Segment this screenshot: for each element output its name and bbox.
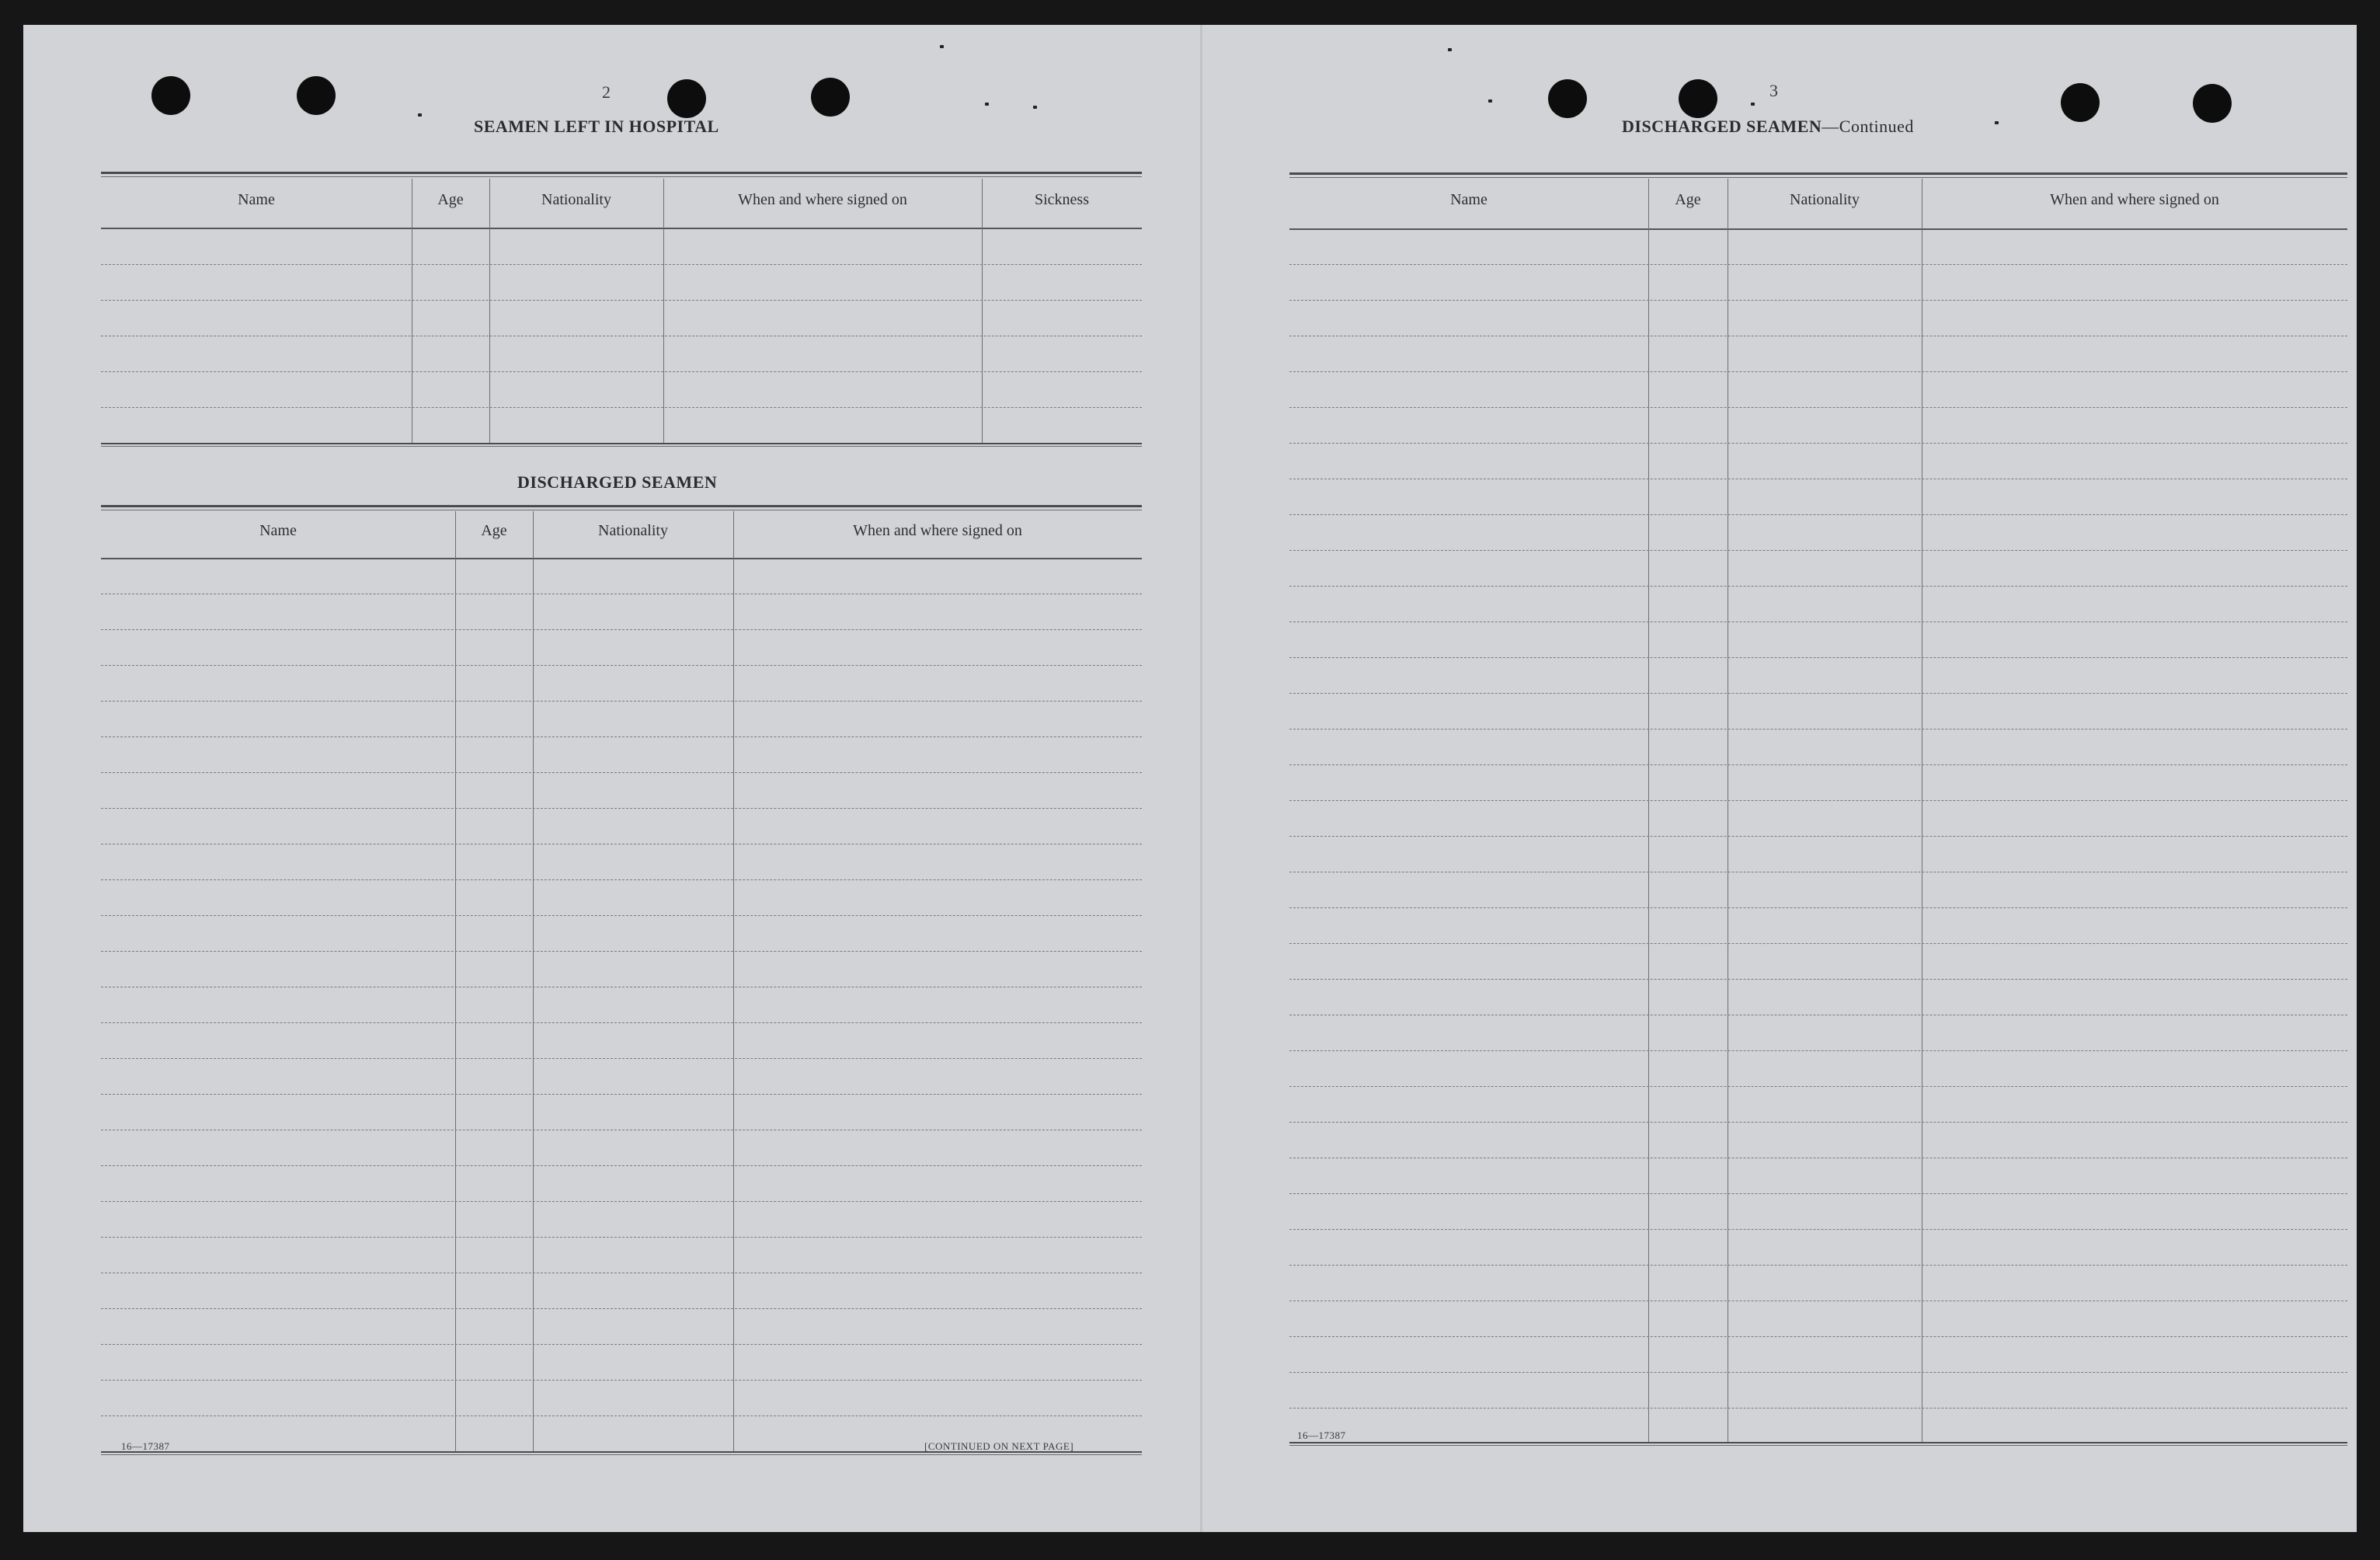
- title-main: DISCHARGED SEAMEN: [1622, 117, 1822, 136]
- column-header-name: Name: [238, 191, 275, 208]
- document-spread: [23, 25, 2357, 1532]
- entry-row-line: [1289, 693, 2347, 694]
- column-header-age: Age: [1675, 191, 1701, 208]
- entry-row-line: [101, 371, 1142, 372]
- punch-hole: [1548, 79, 1587, 118]
- entry-row-line: [1289, 586, 2347, 587]
- header-underline: [101, 228, 1142, 229]
- entry-row-line: [1289, 1122, 2347, 1123]
- entry-row-line: [1289, 371, 2347, 372]
- form-code: 16—17387: [1297, 1429, 1346, 1441]
- punch-hole: [151, 76, 190, 115]
- entry-row-line: [1289, 657, 2347, 658]
- entry-row-line: [101, 1165, 1142, 1166]
- column-header-nationality: Nationality: [598, 522, 668, 539]
- entry-row-line: [1289, 1336, 2347, 1337]
- entry-row-line: [1289, 1050, 2347, 1051]
- entry-row-line: [101, 736, 1142, 737]
- column-divider: [1648, 179, 1649, 1443]
- page-number: 2: [602, 82, 611, 102]
- section-title-discharged: DISCHARGED SEAMEN: [517, 472, 718, 492]
- entry-row-line: [1289, 943, 2347, 944]
- section-title-discharged-continued: [1622, 117, 1914, 137]
- entry-row-line: [101, 915, 1142, 916]
- entry-row-line: [101, 1201, 1142, 1202]
- form-code: 16—17387: [121, 1440, 170, 1452]
- entry-row-line: [101, 1415, 1142, 1416]
- table-bottom-rule: [101, 443, 1142, 447]
- entry-row-line: [1289, 764, 2347, 765]
- column-header-name: Name: [1450, 191, 1488, 208]
- discharged-table: [101, 499, 1142, 1462]
- entry-row-line: [101, 879, 1142, 880]
- entry-row-line: [1289, 907, 2347, 908]
- entry-row-line: [1289, 729, 2347, 730]
- column-divider: [489, 179, 490, 444]
- entry-row-line: [1289, 979, 2347, 980]
- section-title-hospital: SEAMEN LEFT IN HOSPITAL: [474, 117, 719, 136]
- table-top-rule: [101, 505, 1142, 510]
- entry-row-line: [101, 1237, 1142, 1238]
- entry-row-line: [101, 665, 1142, 666]
- entry-row-line: [101, 300, 1142, 301]
- entry-row-line: [101, 808, 1142, 809]
- entry-row-line: [101, 772, 1142, 773]
- entry-row-line: [101, 1022, 1142, 1023]
- entry-row-line: [101, 264, 1142, 265]
- entry-row-line: [101, 1094, 1142, 1095]
- page-right: [1226, 25, 2357, 1532]
- entry-row-line: [1289, 1193, 2347, 1194]
- punch-hole: [297, 76, 336, 115]
- punch-hole: [667, 79, 706, 118]
- column-divider: [982, 179, 983, 444]
- column-header-age: Age: [481, 522, 507, 539]
- entry-row-line: [101, 629, 1142, 630]
- ink-speck: [1448, 48, 1452, 51]
- continued-note: [CONTINUED ON NEXT PAGE]: [924, 1440, 1074, 1452]
- punch-hole: [811, 78, 850, 117]
- entry-row-line: [1289, 407, 2347, 408]
- column-header-nationality: Nationality: [541, 191, 611, 208]
- ink-speck: [1033, 106, 1037, 109]
- entry-row-line: [101, 1380, 1142, 1381]
- page-number: 3: [1769, 81, 1778, 100]
- entry-row-line: [101, 701, 1142, 702]
- table-top-rule: [101, 172, 1142, 177]
- entry-row-line: [1289, 1086, 2347, 1087]
- entry-row-line: [101, 407, 1142, 408]
- discharged-continued-table: [1289, 148, 2347, 1457]
- column-divider: [455, 511, 456, 1453]
- column-header-signed-on: When and where signed on: [738, 191, 907, 208]
- column-header-signed-on: When and where signed on: [2050, 191, 2219, 208]
- entry-row-line: [1289, 800, 2347, 801]
- entry-row-line: [1289, 1265, 2347, 1266]
- entry-row-line: [1289, 1372, 2347, 1373]
- entry-row-line: [1289, 1408, 2347, 1409]
- entry-row-line: [1289, 300, 2347, 301]
- ink-speck: [985, 103, 989, 106]
- entry-row-line: [101, 1058, 1142, 1059]
- column-header-name: Name: [259, 522, 297, 539]
- entry-row-line: [1289, 550, 2347, 551]
- entry-row-line: [1289, 836, 2347, 837]
- punch-hole: [1679, 79, 1717, 118]
- title-suffix: —Continued: [1822, 117, 1914, 136]
- entry-row-line: [1289, 264, 2347, 265]
- header-underline: [1289, 228, 2347, 230]
- entry-row-line: [1289, 514, 2347, 515]
- column-divider: [663, 179, 664, 444]
- hospital-table: [101, 148, 1142, 454]
- page-left: [23, 25, 1223, 1532]
- column-header-nationality: Nationality: [1790, 191, 1860, 208]
- entry-row-line: [1289, 1229, 2347, 1230]
- table-top-rule: [1289, 172, 2347, 178]
- column-header-age: Age: [437, 191, 464, 208]
- entry-row-line: [1289, 443, 2347, 444]
- entry-row-line: [101, 951, 1142, 952]
- entry-row-line: [101, 1308, 1142, 1309]
- column-header-sickness: Sickness: [1035, 191, 1089, 208]
- header-underline: [101, 558, 1142, 559]
- punch-hole: [2193, 84, 2232, 123]
- table-bottom-rule: [1289, 1442, 2347, 1446]
- punch-hole: [2061, 83, 2100, 122]
- column-header-signed-on: When and where signed on: [853, 522, 1022, 539]
- column-divider: [733, 511, 734, 1453]
- ink-speck: [1995, 121, 1999, 124]
- ink-speck: [1751, 103, 1755, 106]
- ink-speck: [940, 45, 944, 48]
- ink-speck: [1488, 99, 1492, 103]
- ink-speck: [418, 113, 422, 117]
- entry-row-line: [101, 1344, 1142, 1345]
- column-divider: [533, 511, 534, 1453]
- page-gutter: [1200, 25, 1202, 1532]
